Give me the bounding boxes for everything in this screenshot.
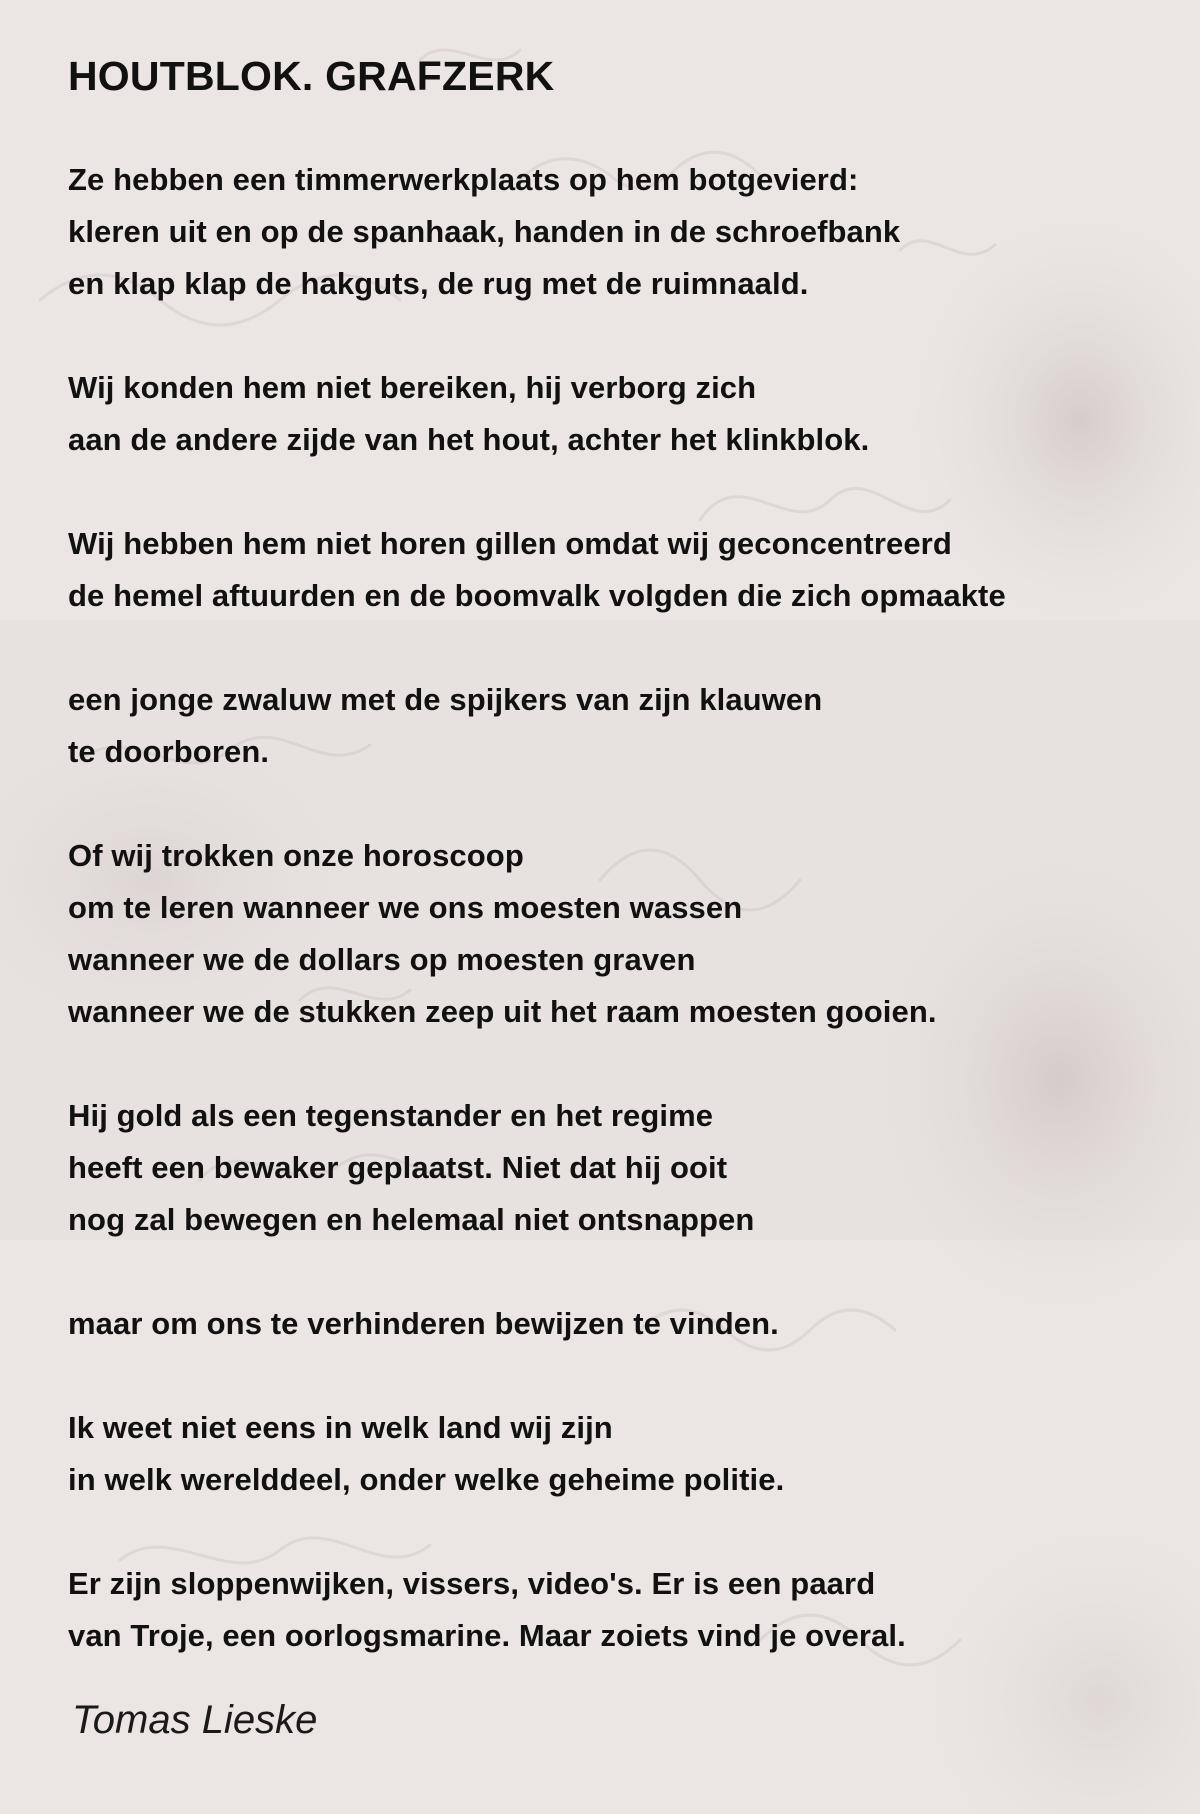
stanza-6 [68,1090,1148,1246]
poem-line: wanneer we de stukken zeep uit het raam moesten gooien. [68,994,937,1029]
stanza-9 [68,1558,1148,1662]
poem-line: nog zal bewegen en helemaal niet ontsnappen [68,1202,755,1237]
poem-line: van Troje, een oorlogsmarine. Maar zoiets vind je overal. [68,1618,906,1653]
stanza-8 [68,1402,1148,1506]
stanza-7 [68,1298,1148,1350]
poem-line: Of wij trokken onze horoscoop [68,838,524,873]
poem-line: Wij konden hem niet bereiken, hij verborg zich [68,370,757,405]
poem-line: aan de andere zijde van het hout, achter het klinkblok. [68,422,870,457]
poem-line: in welk werelddeel, onder welke geheime politie. [68,1462,785,1497]
stanza-4 [68,674,1148,778]
poem-line: te doorboren. [68,734,270,769]
poem-line: en klap klap de hakguts, de rug met de ruimnaald. [68,266,809,301]
poem-line: heeft een bewaker geplaatst. Niet dat hij ooit [68,1150,728,1185]
poem-line: maar om ons te verhinderen bewijzen te vinden. [68,1306,779,1341]
poem-line: de hemel aftuurden en de boomvalk volgden die zich opmaakte [68,578,1006,613]
poem-container [68,50,1148,1746]
stanza-2 [68,362,1148,466]
poem-line: Ik weet niet eens in welk land wij zijn [68,1410,613,1445]
poem-line: Hij gold als een tegenstander en het regime [68,1098,714,1133]
poem-line: een jonge zwaluw met de spijkers van zijn klauwen [68,682,823,717]
poem-line: Ze hebben een timmerwerkplaats op hem botgevierd: [68,162,859,197]
stanza-3 [68,518,1148,622]
poem-line: Er zijn sloppenwijken, vissers, video's. Er is een paard [68,1566,876,1601]
poem-line: kleren uit en op de spanhaak, handen in de schroefbank [68,214,901,249]
poem-author: Tomas Lieske [72,1698,318,1742]
stanza-1 [68,154,1148,310]
poem-line: Wij hebben hem niet horen gillen omdat wij geconcentreerd [68,526,952,561]
poem-title: HOUTBLOK. GRAFZERK [68,53,555,99]
stanza-5 [68,830,1148,1038]
poem-line: wanneer we de dollars op moesten graven [68,942,696,977]
poem-line: om te leren wanneer we ons moesten wassen [68,890,743,925]
